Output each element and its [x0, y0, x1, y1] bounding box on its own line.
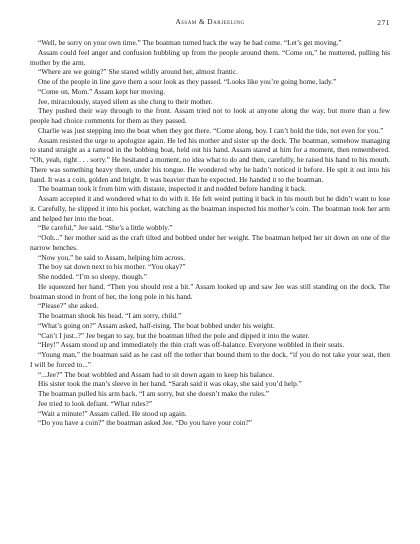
paragraph: “Wait a minute!” Assam called. He stood up again. — [38, 408, 187, 418]
paragraph: Charlie was just stepping into the boat when they got there. “Come along, boy. I can’t hold the tide, not even for you.” — [38, 125, 384, 135]
paragraph: “What’s going on?” Assam asked, half-rising. The boat bobbed under his weight. — [38, 320, 275, 330]
page-number: 271 — [377, 18, 390, 27]
paragraph: Assam resisted the urge to apologize again. He led his mother and sister up the dock. The boatman, somehow managing to stand straight as a ramrod in the bobbing boat, held out his hand. Assam stared at him for a moment, then remembered. “Oh, yeah, right . . . sorry.” He hesitated a moment, no idea what to do and then, carefully, he raised his hand to his mouth. There was something heavy there, under his tongue. He wondered why he hadn’t noticed it before. He spit it out into his hand. It was a coin, golden and bright. It was heavier than he expected. He handed it to the boatman. — [30, 135, 390, 184]
paragraph: “Well, be sorry on your own time.” The boatman turned back the way he had come. “Let’s get moving.” — [38, 38, 342, 47]
paragraph: The boatman shook his head. “I am sorry, child.” — [38, 311, 182, 320]
running-title: Assam & Darjeeling — [175, 18, 245, 26]
paragraph: She nodded. “I’m so sleepy, though.” — [38, 272, 147, 281]
paragraph: The boatman took it from him with distaste, inspected it and nodded before handing it back. — [38, 184, 307, 194]
paragraph: “Please?” she asked. — [38, 301, 99, 311]
paragraph: “Be careful,” Jee said. “She’s a little wobbly.” — [38, 223, 173, 233]
paragraph: “Now you,” he said to Assam, helping him across. — [38, 252, 185, 262]
paragraph: Jee, miraculously, stayed silent as she clung to their mother. — [38, 96, 213, 106]
paragraph: “Do you have a coin?” the boatman asked Jee. “Do you have your coin?” — [38, 418, 252, 428]
paragraph: The boy sat down next to his mother. “You okay?” — [38, 262, 186, 272]
paragraph: His sister took the man’s sleeve in her hand. “Sarah said it was okay, she said you’d help.” — [38, 379, 302, 389]
paragraph: The boatman pulled his arm back. “I am sorry, but she doesn’t make the rules.” — [38, 389, 269, 398]
paragraph: One of the people in line gave them a sour look as they passed. “Looks like you’re going home, lady.” — [38, 77, 337, 86]
paragraph: Assam could feel anger and confusion bubbling up from the people around them. “Come on,” he muttered, pulling his mother by the arm. — [30, 47, 390, 67]
paragraph: “Where are we going?” She stared wildly around her, almost frantic. — [38, 67, 238, 77]
paragraph: “Can’t I just..?” Jee began to say, but the boatman lifted the pole and dipped it into the water. — [38, 330, 310, 340]
paragraph: Assam accepted it and wondered what to do with it. He felt weird putting it back in his mouth but he didn’t want to lose it. Carefully, he slipped it into his pocket, watching as the boatman inspected his mother’s coin. The boatman took her arm and helped her into the boat. — [30, 194, 390, 223]
paragraph: “Come on, Mom.” Assam kept her moving. — [38, 86, 166, 96]
body-text — [30, 38, 390, 428]
paragraph: “Hey!” Assam stood up and immediately the thin craft was off-balance. Everyone wobbled in their seats. — [38, 340, 345, 350]
paragraph: “...Jee?” The boat wobbled and Assam had to sit down again to keep his balance. — [38, 369, 275, 379]
paragraph: They pushed their way through to the front. Assam tried not to look at anyone along the way, but more than a few people had choice comments for them as they passed. — [30, 106, 390, 125]
paragraph: “Ooh...” her mother said as the craft tilted and bobbed under her weight. The boatman helped her sit down on one of the narrow benches. — [30, 233, 390, 252]
paragraph: “Young man,” the boatman said as he cast off the tether that bound them to the dock, “if you do not take your seat, then I will be forced to...” — [30, 350, 390, 369]
paragraph: Jee tried to look defiant. “What rules?” — [38, 398, 153, 408]
paragraph: He squeezed her hand. “Then you should rest a bit.” Assam looked up and saw Jee was still standing on the dock. The boatman stood in front of her, the long pole in his hand. — [30, 281, 390, 301]
running-header — [30, 16, 390, 30]
